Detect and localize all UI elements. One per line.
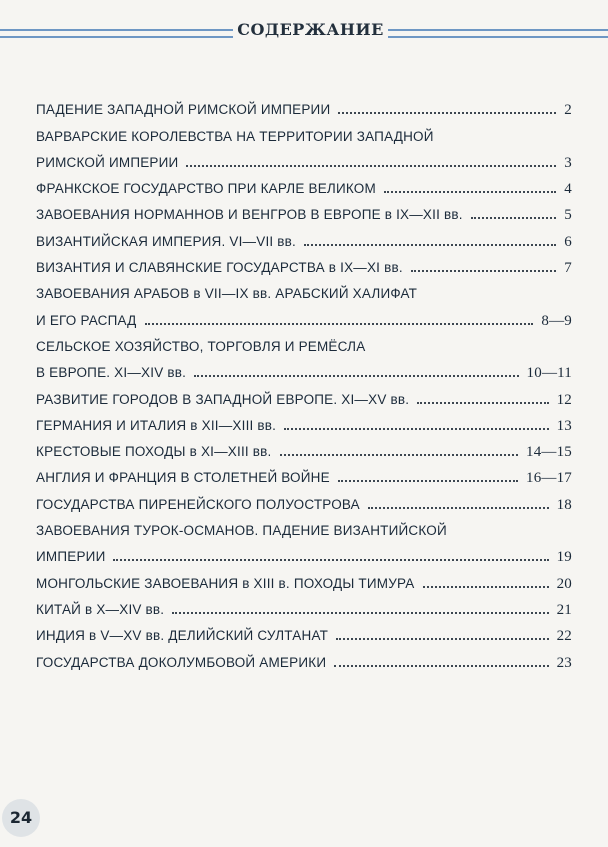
- toc-entry-page: 8—9: [541, 312, 572, 329]
- toc-entry-line: [36, 539, 572, 565]
- toc-entry-title: СЕЛЬСКОЕ ХОЗЯЙСТВО, ТОРГОВЛЯ И РЕМЁСЛА: [36, 338, 366, 354]
- dot-leader: [284, 428, 548, 430]
- toc-entry[interactable]: [36, 118, 572, 171]
- toc-entry-title: АНГЛИЯ И ФРАНЦИЯ В СТОЛЕТНЕЙ ВОЙНЕ: [36, 470, 330, 486]
- dot-leader: [368, 507, 549, 509]
- toc-entry-page: 3: [564, 154, 572, 171]
- toc-entry-title: ЗАВОЕВАНИЯ НОРМАННОВ И ВЕНГРОВ В ЕВРОПЕ в IX—XII вв.: [36, 207, 463, 223]
- toc-entry-line: [36, 408, 572, 434]
- dot-leader: [194, 375, 519, 377]
- toc-entry-line: [36, 460, 572, 486]
- dot-leader: [280, 454, 518, 456]
- toc-entry[interactable]: [36, 565, 572, 591]
- toc-entry-line: [36, 171, 572, 197]
- dot-leader: [113, 559, 548, 561]
- page-number-badge: 24: [2, 799, 40, 837]
- toc-entry-line: [36, 486, 572, 512]
- dot-leader: [338, 480, 518, 482]
- toc-entry-line: [36, 145, 572, 171]
- toc-entry-title: ГОСУДАРСТВА ДОКОЛУМБОВОЙ АМЕРИКИ: [36, 654, 327, 670]
- toc-entry[interactable]: [36, 644, 572, 670]
- dot-leader: [186, 165, 556, 167]
- toc-entry-title: РИМСКОЙ ИМПЕРИИ: [36, 154, 179, 170]
- toc-entry-line: [36, 118, 572, 144]
- dot-leader: [338, 112, 556, 114]
- dot-leader: [172, 612, 548, 614]
- toc-entry-page: 14—15: [526, 444, 572, 461]
- toc-entry-title: ВАРВАРСКИЕ КОРОЛЕВСТВА НА ТЕРРИТОРИИ ЗАПАДНОЙ: [36, 128, 434, 144]
- toc-entry-page: 23: [556, 654, 572, 671]
- toc-entry[interactable]: [36, 460, 572, 486]
- toc-entry-line: [36, 513, 572, 539]
- toc-entry-title: ВИЗАНТИЯ И СЛАВЯНСКИЕ ГОСУДАРСТВА в IX—XI вв.: [36, 260, 403, 276]
- toc-entry-title: И ЕГО РАСПАД: [36, 312, 137, 328]
- toc-entry-page: 7: [564, 260, 572, 277]
- toc-entry-page: 18: [556, 496, 572, 513]
- toc-entry-line: [36, 302, 572, 328]
- toc-entry-line: [36, 618, 572, 644]
- toc-entry-page: 6: [564, 233, 572, 250]
- toc-entry[interactable]: [36, 618, 572, 644]
- toc-entry-title: ИНДИЯ в V—XV вв. ДЕЛИЙСКИЙ СУЛТАНАТ: [36, 628, 329, 644]
- toc-entry-line: [36, 381, 572, 407]
- toc-entry-line: [36, 644, 572, 670]
- toc-entry[interactable]: [36, 486, 572, 512]
- toc-entry-page: 10—11: [526, 365, 572, 382]
- toc-entry-title: ЗАВОЕВАНИЯ ТУРОК-ОСМАНОВ. ПАДЕНИЕ ВИЗАНТИЙСКОЙ: [36, 523, 447, 539]
- toc-entry[interactable]: [36, 92, 572, 118]
- toc-entry[interactable]: [36, 250, 572, 276]
- dot-leader: [423, 586, 549, 588]
- toc-entry-line: [36, 197, 572, 223]
- dot-leader: [471, 217, 557, 219]
- header-rule-right: [388, 29, 608, 38]
- toc-entry-title: ФРАНКСКОЕ ГОСУДАРСТВО ПРИ КАРЛЕ ВЕЛИКОМ: [36, 181, 376, 197]
- toc-entry-line: [36, 592, 572, 618]
- toc-entry-title: ГОСУДАРСТВА ПИРЕНЕЙСКОГО ПОЛУОСТРОВА: [36, 496, 360, 512]
- header-rule-left: [0, 29, 233, 38]
- toc-entry-line: [36, 434, 572, 460]
- toc-entry-title: ВИЗАНТИЙСКАЯ ИМПЕРИЯ. VI—VII вв.: [36, 233, 297, 249]
- toc-entry-page: 5: [564, 207, 572, 224]
- toc-entry[interactable]: [36, 592, 572, 618]
- toc-entry-title: ЗАВОЕВАНИЯ АРАБОВ в VII—IX вв. АРАБСКИЙ ХАЛИФАТ: [36, 286, 418, 302]
- toc-entry-line: [36, 92, 572, 118]
- toc-entry-title: РАЗВИТИЕ ГОРОДОВ В ЗАПАДНОЙ ЕВРОПЕ. XI—XV вв.: [36, 391, 410, 407]
- toc-entry-title: ГЕРМАНИЯ И ИТАЛИЯ в XII—XIII вв.: [36, 417, 277, 433]
- toc-entry-title: КИТАЙ в X—XIV вв.: [36, 601, 165, 617]
- toc-entry[interactable]: [36, 408, 572, 434]
- toc-entry-title: ИМПЕРИИ: [36, 549, 106, 565]
- dot-leader: [336, 638, 549, 640]
- toc-entry-title: ПАДЕНИЕ ЗАПАДНОЙ РИМСКОЙ ИМПЕРИИ: [36, 102, 331, 118]
- toc-entry[interactable]: [36, 381, 572, 407]
- page-title: СОДЕРЖАНИЕ: [237, 20, 384, 39]
- toc-entry-page: 13: [556, 417, 572, 434]
- toc-entry[interactable]: [36, 223, 572, 249]
- page-header: [0, 18, 608, 48]
- dot-leader: [334, 665, 548, 667]
- dot-leader: [417, 402, 548, 404]
- toc-entry[interactable]: [36, 434, 572, 460]
- toc-entry[interactable]: [36, 171, 572, 197]
- toc-entry-title: МОНГОЛЬСКИЕ ЗАВОЕВАНИЯ в XIII в. ПОХОДЫ ТИМУРА: [36, 575, 415, 591]
- toc-entry-page: 21: [556, 601, 572, 618]
- toc-entry-page: 4: [564, 181, 572, 198]
- toc-entry-line: [36, 565, 572, 591]
- toc-entry[interactable]: [36, 329, 572, 382]
- toc-entry-page: 16—17: [526, 470, 572, 487]
- toc-entry-title: КРЕСТОВЫЕ ПОХОДЫ в XI—XIII вв.: [36, 444, 272, 460]
- toc-entry-line: [36, 223, 572, 249]
- dot-leader: [384, 191, 556, 193]
- dot-leader: [411, 270, 557, 272]
- dot-leader: [304, 244, 556, 246]
- toc-entry-page: 20: [556, 575, 572, 592]
- toc-entry-title: В ЕВРОПЕ. XI—XIV вв.: [36, 365, 187, 381]
- toc-entry-page: 22: [556, 628, 572, 645]
- toc-entry-line: [36, 276, 572, 302]
- toc-entry-line: [36, 329, 572, 355]
- toc-entry-page: 2: [564, 102, 572, 119]
- toc-entry[interactable]: [36, 197, 572, 223]
- toc-entry-line: [36, 250, 572, 276]
- toc-entry-page: 19: [556, 549, 572, 566]
- dot-leader: [145, 323, 534, 325]
- toc-entry[interactable]: [36, 276, 572, 329]
- table-of-contents: [36, 92, 572, 671]
- toc-entry-line: [36, 355, 572, 381]
- toc-entry[interactable]: [36, 513, 572, 566]
- toc-entry-page: 12: [556, 391, 572, 408]
